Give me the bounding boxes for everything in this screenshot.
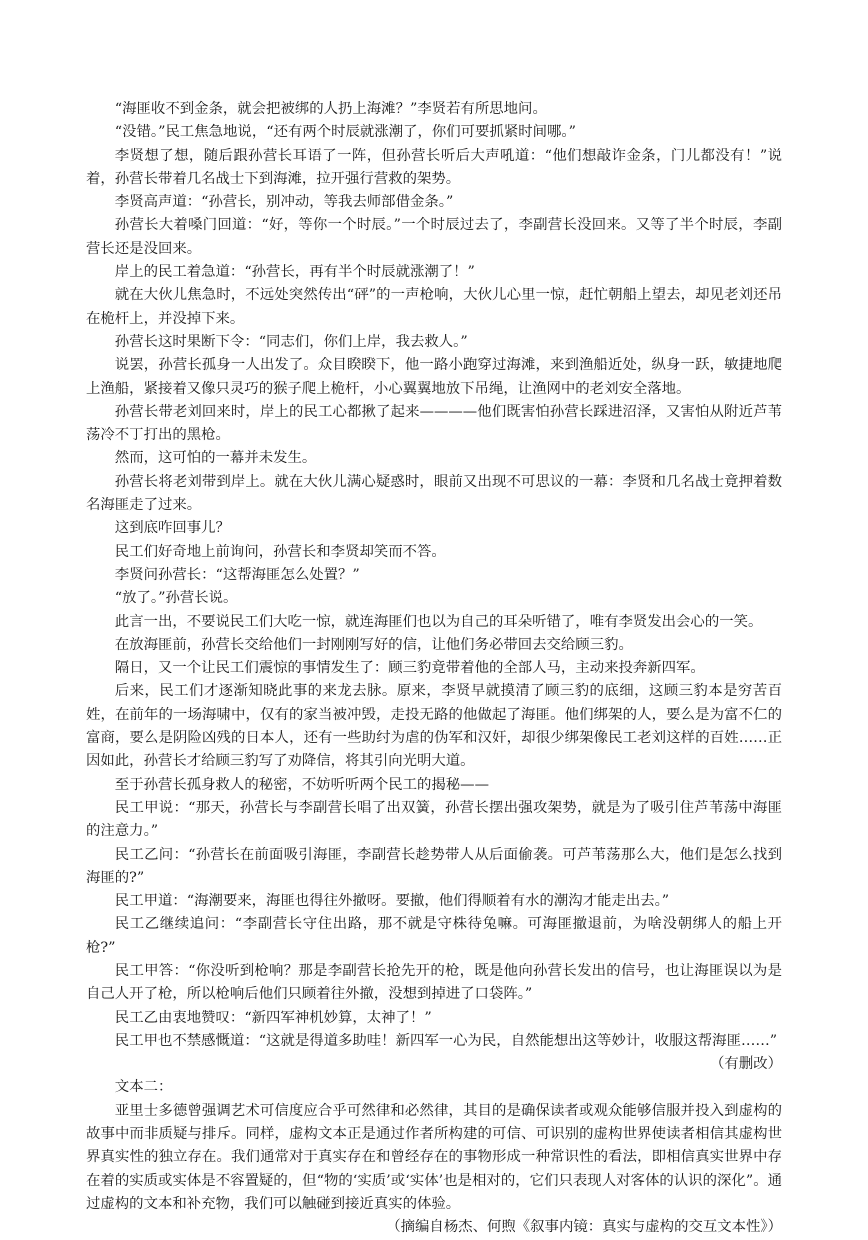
story-paragraph: “没错。”民工焦急地说，“还有两个时辰就涨潮了，你们可要抓紧时间哪。” — [114, 124, 576, 141]
story-paragraph: 民工甲道：“海潮要来，海匪也得往外撤呀。要撤，他们得顺着有水的潮沟才能走出去。” — [114, 893, 670, 910]
story-paragraph: “海匪收不到金条，就会把被绑的人扔上海滩？”李贤若有所思地问。 — [114, 101, 547, 117]
story-paragraph: 民工甲说：“那天，孙营长与李副营长唱了出双簧，孙营长摆出强攻架势，就是为了吸引住芦苇荡中海匪的注意力。” — [86, 799, 782, 840]
story-paragraph: 民工乙由衷地赞叹：“新四军神机妙算，太神了！” — [114, 1009, 432, 1026]
story-paragraph: 至于孙营长孤身救人的秘密，不妨听听两个民工的揭秘—— — [114, 776, 489, 793]
story-paragraph: 李贤想了想，随后跟孙营长耳语了一阵，但孙营长听后大声吼道：“他们想敲诈金条，门儿都没有！”说着，孙营长带着几名战士下到海滩，拉开强行营救的架势。 — [86, 147, 782, 187]
story-paragraph: 后来，民工们才逐渐知晓此事的来龙去脉。原来，李贤早就摸清了顾三豹的底细，这顾三豹本是穷苦百姓，在前年的一场海啸中，仅有的家当被冲毁，走投无路的他做起了海匪。他们绑架的人，要么是为富不仁的富商，要么是阴险凶残的日本人，还有一些助纣为虐的伪军和汉奸，却很少绑架像民工老刘这样的百姓……正因如此，孙营长才给顾三豹写了劝降信，将其引向光明大道。 — [86, 683, 782, 770]
story-paragraph: 隔日，又一个让民工们震惊的事情发生了：顾三豹竟带着他的全部人马，主动来投奔新四军。 — [114, 660, 705, 677]
story-paragraph: 孙营长大着嗓门回道：“好，等你一个时辰。”一个时辰过去了，李副营长没回来。又等了半个时辰，李副营长还是没回来。 — [86, 217, 782, 257]
story-paragraph: 在放海匪前，孙营长交给他们一封刚刚写好的信，让他们务必带回去交给顾三豹。 — [114, 636, 633, 653]
story-paragraph: 说罢，孙营长孤身一人出发了。众目睽睽下，他一路小跑穿过海滩，来到渔船近处，纵身一跃，敏捷地爬上渔船，紧接着又像只灵巧的猴子爬上桅杆，小心翼翼地放下吊绳，让渔网中的老刘安全落地。 — [86, 357, 782, 397]
story-paragraph: 此言一出，不要说民工们大吃一惊，就连海匪们也以为自己的耳朵听错了，唯有李贤发出会心的一笑。 — [114, 613, 763, 630]
story-paragraph: 李贤高声道：“孙营长，别冲动，等我去师部借金条。” — [114, 194, 454, 211]
story-paragraph: 孙营长这时果断下令：“同志们，你们上岸，我去救人。” — [114, 333, 468, 350]
story-paragraph: 孙营长带老刘回来时，岸上的民工心都揪了起来————他们既害怕孙营长踩进沼泽，又害怕从附近芦苇荡冷不丁打出的黑枪。 — [86, 403, 782, 444]
story-paragraph: 李贤问孙营长：“这帮海匪怎么处置？” — [114, 566, 360, 583]
edit-note: （有删改） — [710, 1056, 782, 1073]
text2-body: 亚里士多德曾强调艺术可信度应合乎可然律和必然律，其目的是确保读者或观众能够信服并投入到虚构的故事中而非质疑与排斥。同样，虚构文本正是通过作者所构建的可信、可识别的虚构世界使读者相信其虚构世界真实性的独立存在。我们通常对于真实存在和曾经存在的事物形成一种常识性的看法，即相信真实世界中存在着的实质或实体是不容置疑的，但“物的‘实质’或‘实体’也是相对的，它们只表现人对客体的认识的深化”。通过虚构的文本和补充物，我们可以触碰到接近真实的体验。 — [86, 1102, 782, 1212]
story-paragraph: 这到底咋回事儿？ — [114, 520, 230, 537]
story-paragraph: 民工甲答：“你没听到枪响？那是李副营长抢先开的枪，既是他向孙营长发出的信号，也让海匪误以为是自己人开了枪，所以枪响后他们只顾着往外撤，没想到掉进了口袋阵。” — [86, 962, 782, 1003]
story-paragraph: 然而，这可怕的一幕并未发生。 — [114, 450, 317, 467]
story-paragraph: 孙营长将老刘带到岸上。就在大伙儿满心疑惑时，眼前又出现不可思议的一幕：李贤和几名战士竟押着数名海匪走了过来。 — [86, 473, 782, 514]
story-paragraph: 岸上的民工着急道：“孙营长，再有半个时辰就涨潮了！” — [114, 264, 475, 281]
text2-source: （摘编自杨杰、何煦《叙事内镜：真实与虚构的交互文本性》） — [386, 1219, 782, 1236]
story-paragraph: 民工甲也不禁感慨道：“这就是得道多助哇！新四军一心为民，自然能想出这等妙计，收服这帮海匪……” — [114, 1032, 778, 1049]
story-paragraph: 民工乙问：“孙营长在前面吸引海匪，李副营长趁势带人从后面偷袭。可芦苇荡那么大，他们是怎么找到海匪的?” — [86, 846, 782, 886]
story-text — [86, 98, 782, 1053]
story-paragraph: “放了。”孙营长说。 — [114, 590, 238, 607]
story-paragraph: 民工乙继续追问：“李副营长守住出路，那不就是守株待兔嘛。可海匪撤退前，为啥没朝绑人的船上开枪?” — [86, 916, 782, 956]
story-paragraph: 民工们好奇地上前询问，孙营长和李贤却笑而不答。 — [114, 543, 446, 560]
text2-heading: 文本二： — [114, 1079, 173, 1096]
story-paragraph: 就在大伙儿焦急时，不远处突然传出“砰”的一声枪响，大伙儿心里一惊，赶忙朝船上望去，却见老刘还吊在桅杆上，并没掉下来。 — [86, 287, 782, 327]
